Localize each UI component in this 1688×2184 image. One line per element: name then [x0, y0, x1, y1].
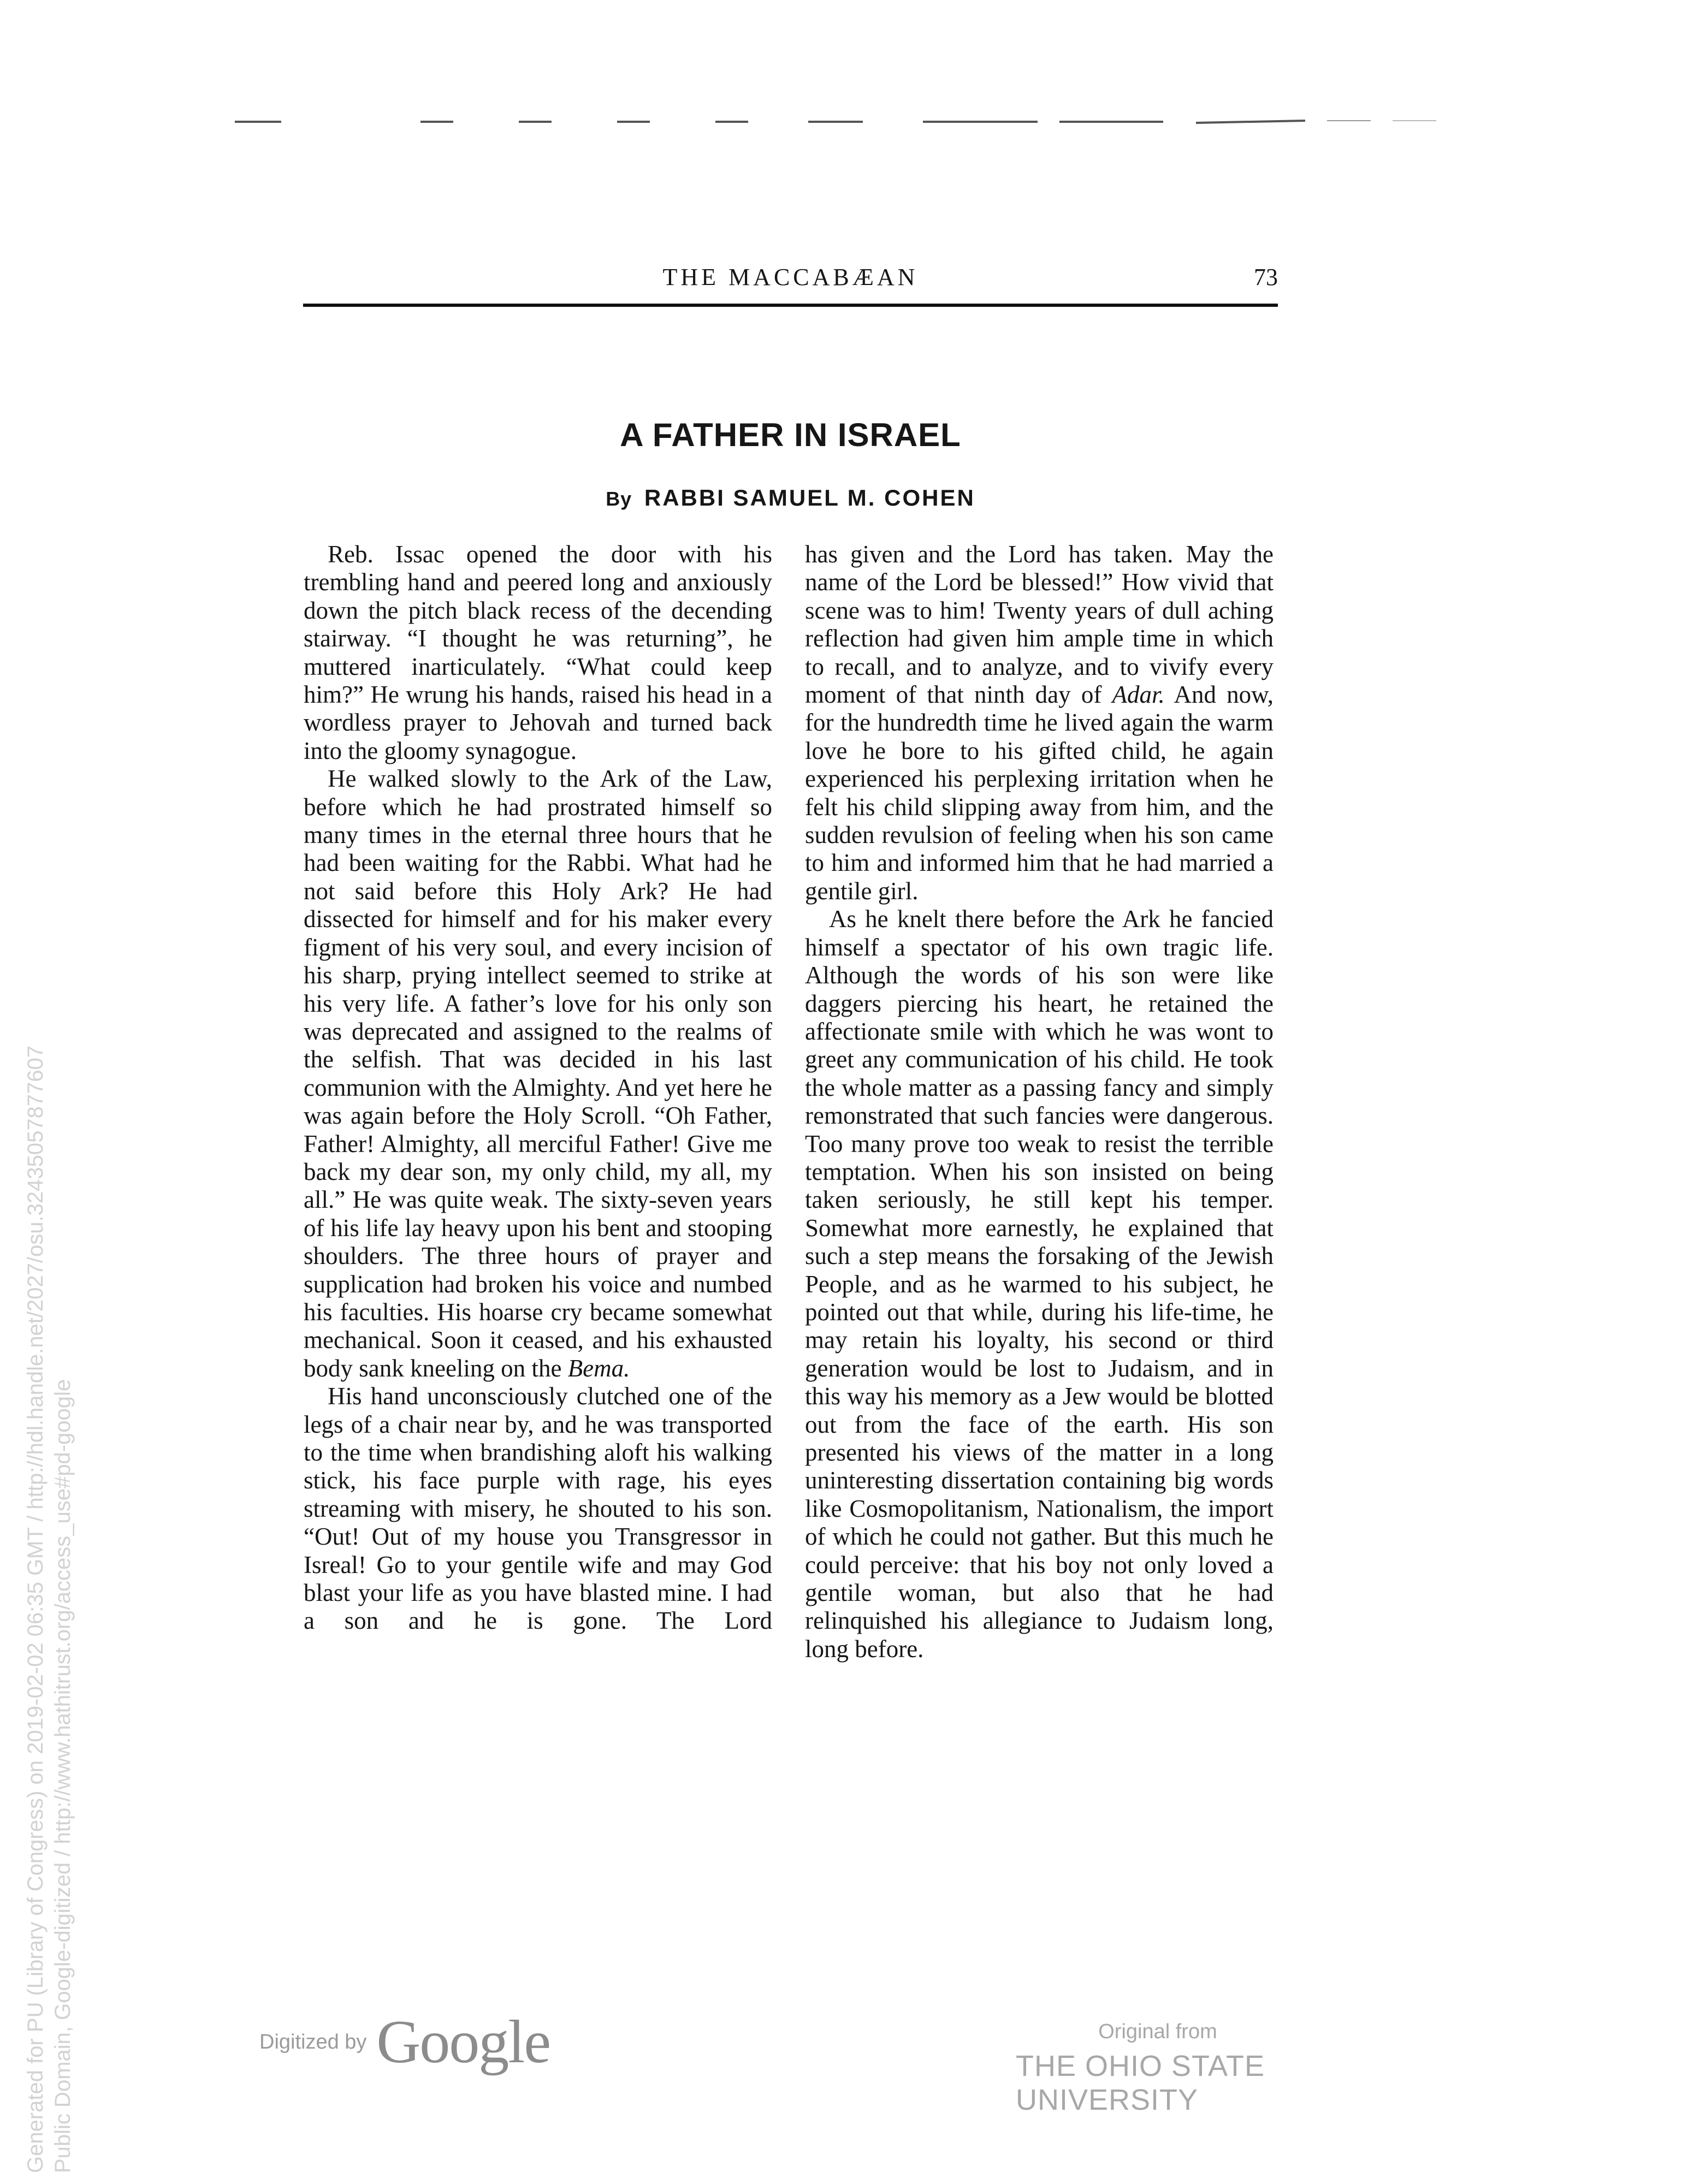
- paragraph-text: has given and the Lord has taken. May the name of the Lord be blessed!” How vivid that scene was to him! Twenty years of dull aching reflection had given him ample time in which to recall, and to analyze, and to vivify every moment of that ninth day of: [805, 541, 1274, 709]
- scan-edge-dashes: [235, 116, 1458, 127]
- byline-prefix: By: [606, 488, 632, 510]
- google-logo: Google: [376, 2008, 550, 2076]
- left-column: [304, 541, 772, 1635]
- original-label: Original from: [1098, 2020, 1217, 2043]
- running-head: [303, 263, 1278, 307]
- watermark-line-public-domain: Public Domain, Google-digitized / http://www.hathitrust.org/access_use#pd-google: [51, 1379, 75, 2173]
- digitized-label: Digitized by: [259, 2030, 367, 2054]
- byline: [303, 485, 1278, 511]
- author-name: RABBI SAMUEL M. COHEN: [644, 485, 975, 511]
- paragraph: As he knelt there before the Ark he fancied himself a spectator of his own tragic life. Although the words of his son were like daggers piercing his heart, he retained the affectionate smile with which he was wont to greet any communication of his child. He took the whole matter as a passing fancy and simply remonstrated that such fancies were dangerous. Too many prove too weak to resist the terrible temptation. When his son insisted on being taken seriously, he still kept his temper. Somewhat more earnestly, he explained that such a step means the forsaking of the Jewish People, and as he warmed to his subject, he pointed out that while, during his life-time, he may retain his loyalty, his second or third generation would be lost to Judaism, and in this way his memory as a Jew would be blotted out from the face of the earth. His son presented his views of the matter in a long uninteresting dissertation containing big words like Cosmopolitanism, Nationalism, the import of which he could not gather. But this much he could perceive: that his boy not only loved a gentile woman, but also that he had relinquished his allegiance to Judaism long, long before.: [805, 905, 1274, 1663]
- paragraph-text: And now, for the hundredth time he lived again the warm love he bore to his gifted child, he again experienced his perplexing irritation when he felt his child slipping away from him, and the sudden revulsion of feeling when his son came to him and informed him that he had married a gentile girl.: [805, 681, 1274, 905]
- paragraph: Reb. Issac opened the door with his trembling hand and peered long and anxiously down the pitch black recess of the decending stairway. “I thought he was returning”, he muttered inarticulately. “What could keep him?” He wrung his hands, raised his head in a wordless prayer to Jehovah and turned back into the gloomy synagogue.: [304, 541, 772, 764]
- italic-term: Bema.: [567, 1354, 630, 1382]
- italic-term: Adar.: [1112, 681, 1165, 709]
- article-title: A FATHER IN ISRAEL: [620, 417, 961, 453]
- paragraph-text: He walked slowly to the Ark of the Law, before which he had prostrated himself so many times in the eternal three hours that he had been waiting for the Rabbi. What had he not said before this Holy Ark? He had dissected for himself and for his maker every figment of his very soul, and every incision of his sharp, prying intellect seemed to strike at his very life. A father’s love for his only son was deprecated and assigned to the realms of the selfish. That was decided in his last communion with the Almighty. And yet here he was again before the Holy Scroll. “Oh Father, Father! Almighty, all merciful Father! Give me back my dear son, my only child, my all, my all.” He was quite weak. The sixty-seven years of his life lay heavy upon his bent and stooping shoulders. The three hours of prayer and supplication had broken his voice and numbed his faculties. His hoarse cry became somewhat mechanical. Soon it ceased, and his exhausted body sank kneeling on the: [304, 765, 772, 1382]
- page-number: 73: [1254, 264, 1278, 290]
- watermark-line-generated: Generated for PU (Library of Congress) on 2019-02-02 06:35 GMT / http://hdl.handle.net/2027/osu.32435057877607: [23, 1045, 48, 2173]
- right-column: [805, 541, 1274, 1663]
- digitized-by-badge: [259, 2009, 550, 2075]
- side-watermark: [22, 808, 76, 2173]
- paragraph: [304, 765, 772, 1382]
- original-source: THE OHIO STATE UNIVERSITY: [1016, 2050, 1265, 2116]
- paragraph: His hand unconsciously clutched one of the legs of a chair near by, and he was transported to the time when brandishing aloft his walking stick, his face purple with rage, his eyes streaming with misery, he shouted to his son. “Out! Out of my house you Transgressor in Isreal! Go to your gentile wife and may God blast your life as you have blasted mine. I had a son and he is gone. The Lord: [304, 1382, 772, 1635]
- journal-title: THE MACCABÆAN: [662, 264, 919, 290]
- paragraph: [805, 541, 1274, 905]
- original-from-badge: [1016, 2020, 1453, 2117]
